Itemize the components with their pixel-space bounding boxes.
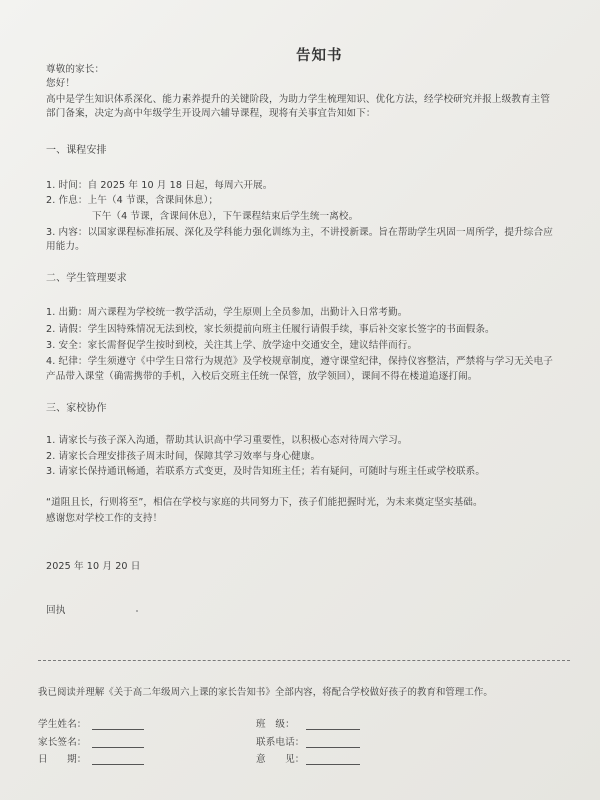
course-content-line-1: 3. 内容：以国家课程标准拓展、深化及学科能力强化训练为主，不讲授新课。旨在帮助学生巩固一周所学，提升综合应 xyxy=(46,227,553,238)
phone-line[interactable] xyxy=(306,747,360,748)
greeting: 您好！ xyxy=(46,78,76,89)
course-schedule-afternoon: 下午（4 节课，含课间休息），下午课程结束后学生统一离校。 xyxy=(92,211,359,222)
section-heading-management: 二、学生管理要求 xyxy=(46,273,127,284)
course-time: 1. 时间：自 2025 年 10 月 18 日起，每周六开展。 xyxy=(46,180,273,191)
student-name-label: 学生姓名： xyxy=(38,719,87,730)
date-label: 日 期： xyxy=(38,754,87,765)
course-content-line-2: 用能力。 xyxy=(46,241,85,252)
document-title: 告知书 xyxy=(296,48,343,64)
class-line[interactable] xyxy=(306,729,360,730)
cooperation-communication: 1. 请家长与孩子深入沟通，帮助其认识高中学习重要性，以积极心态对待周六学习。 xyxy=(46,435,408,446)
closing-quote: “道阻且长，行则将至”，相信在学校与家庭的共同努力下，孩子们能把握时光，为未来奠定坚实基础。 xyxy=(46,497,483,508)
intro-paragraph-line-2: 部门备案，决定为高中年级学生开设周六辅导课程，现将有关事宜告知如下： xyxy=(46,108,376,119)
cooperation-time: 2. 请家长合理安排孩子周末时间，保障其学习效率与身心健康。 xyxy=(46,451,321,462)
student-name-line[interactable] xyxy=(92,729,144,730)
management-safety: 3. 安全：家长需督促学生按时到校，关注其上学、放学途中交通安全，建议结伴而行。 xyxy=(46,340,418,351)
salutation: 尊敬的家长： xyxy=(46,64,105,75)
receipt-label: 回执 xyxy=(46,605,66,616)
intro-paragraph-line-1: 高中是学生知识体系深化、能力素养提升的关键阶段，为助力学生梳理知识、优化方法，经学校研究并报上级教育主管 xyxy=(46,94,551,105)
document-date: 2025 年 10 月 20 日 xyxy=(46,561,141,572)
course-schedule-morning: 2. 作息：上午（4 节课，含课间休息）； xyxy=(46,195,219,206)
parent-signature-label: 家长签名： xyxy=(38,737,87,748)
phone-label: 联系电话： xyxy=(256,737,305,748)
section-heading-cooperation: 三、家校协作 xyxy=(46,403,107,414)
management-discipline-line-2: 产品带入课堂（确需携带的手机，入校后交班主任统一保管，放学领回），课间不得在楼道追逐打闹。 xyxy=(46,371,478,382)
opinion-line[interactable] xyxy=(306,764,360,765)
management-leave: 2. 请假：学生因特殊情况无法到校，家长须提前向班主任履行请假手续，事后补交家长签字的书面假条。 xyxy=(46,324,495,335)
paper-speck xyxy=(136,610,138,612)
section-heading-course: 一、课程安排 xyxy=(46,145,107,156)
cut-line xyxy=(38,660,570,661)
parent-signature-line[interactable] xyxy=(92,747,144,748)
receipt-statement: 我已阅读并理解《关于高二年级周六上课的家长告知书》全部内容，将配合学校做好孩子的教育和管理工作。 xyxy=(38,687,493,698)
management-attendance: 1. 出勤：周六课程为学校统一教学活动，学生原则上全员参加，出勤计入日常考勤。 xyxy=(46,307,408,318)
class-label: 班 级： xyxy=(256,719,295,730)
management-discipline-line-1: 4. 纪律：学生须遵守《中学生日常行为规范》及学校规章制度，遵守课堂纪律，保持仪容整洁，严禁将与学习无关电子 xyxy=(46,356,553,367)
cooperation-contact: 3. 请家长保持通讯畅通，若联系方式变更，及时告知班主任；若有疑问，可随时与班主任或学校联系。 xyxy=(46,466,486,477)
opinion-label: 意 见： xyxy=(256,754,305,765)
closing-thanks: 感谢您对学校工作的支持！ xyxy=(46,513,163,524)
date-line[interactable] xyxy=(92,764,144,765)
